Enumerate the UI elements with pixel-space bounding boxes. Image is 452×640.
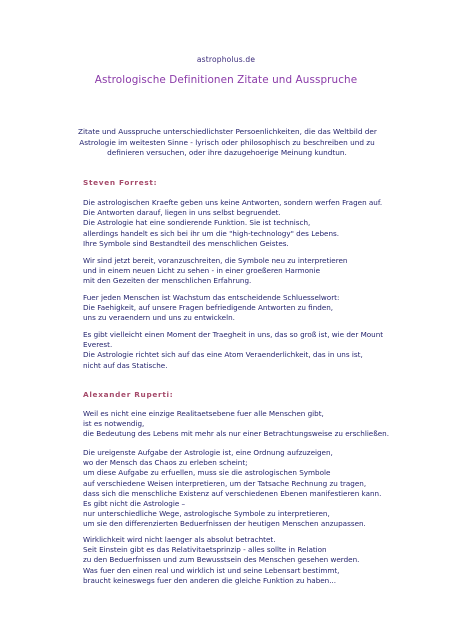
quote-line: Es gibt vielleicht einen Moment der Traegheit in uns, das so groß ist, wie der Mount [83,330,384,339]
quote-line: Seit Einstein gibt es das Relativitaetsprinzip - alles sollte in Relation [83,545,327,555]
quote-line: zu den Beduerfnissen und zum Bewusstsein des Menschen gesehen werden. [83,555,360,565]
quote-line: mit den Gezeiten der menschlichen Erfahrung. [83,276,252,286]
quote-line: und in einem neuen Licht zu sehen - in einer groeßeren Harmonie [83,266,321,276]
intro-line: Astrologie im weitesten Sinne - lyrisch oder philosophisch zu beschreiben und zu [79,137,375,147]
quote-line: nicht auf das Statische. [83,360,168,370]
section-author-heading: Alexander Ruperti: [83,390,174,399]
quote-line: Die Faehigkeit, auf unsere Fragen befriedigende Antworten zu finden, [83,303,334,313]
quote-line: Die Antworten darauf, liegen in uns selbst begruendet. [83,208,281,218]
quote-paragraph [83,293,403,324]
quote-line: Es gibt nicht die Astrologie – [83,499,186,509]
page-title: Astrologische Definitionen Zitate und Ausspruche [94,74,358,86]
quote-line: allerdings handelt es sich bei ihr um die "high-technology" des Lebens. [83,228,340,238]
quote-line: braucht keineswegs fuer den anderen die gleiche Funktion zu haben... [83,575,337,585]
quote-line: Die Astrologie richtet sich auf das eine Atom Veraenderlichkeit, das in uns ist, [83,350,363,360]
site-name: astropholus.de [196,55,256,64]
quote-line: Die astrologischen Kraefte geben uns keine Antworten, sondern werfen Fragen auf. [83,198,383,207]
quote-line: Die Astrologie hat eine sondierende Funktion. Sie ist technisch, [83,218,311,228]
quote-line: um diese Aufgabe zu erfuellen, muss sie die astrologischen Symbole [83,468,331,478]
intro-line: definieren versuchen, oder ihre dazugehoerige Meinung kundtun. [107,148,347,157]
quote-paragraph [83,535,403,586]
quote-line: um sie den differenzierten Beduerfnissen der heutigen Menschen anzupassen. [83,519,366,529]
quote-line: uns zu veraendern und uns zu entwickeln. [83,313,235,323]
intro-paragraph [78,127,376,159]
quote-line: Weil es nicht eine einzige Realitaetsebene fuer alle Menschen gibt, [83,409,324,418]
quote-paragraph [83,409,403,440]
quote-paragraph [83,448,403,530]
quote-line: Was fuer den einen real und wirklich ist und seine Lebensart bestimmt, [83,565,340,575]
quote-line: Wirklichkeit wird nicht laenger als absolut betrachtet. [83,535,276,544]
quote-line: auf verschiedene Weisen interpretieren, um der Tatsache Rechnung zu tragen, [83,478,367,488]
quote-line: Die ureigenste Aufgabe der Astrologie ist, eine Ordnung aufzuzeigen, [83,448,333,457]
quote-line: ist es notwendig, [83,419,145,429]
quote-line: nur unterschiedliche Wege, astrologische Symbole zu interpretieren, [83,509,330,519]
quote-line: die Bedeutung des Lebens mit mehr als nur einer Betrachtungsweise zu erschließen. [83,429,390,439]
intro-line: Zitate und Ausspruche unterschiedlichster Persoenlichkeiten, die das Weltbild der [78,127,377,136]
quote-line: Everest. [83,340,113,350]
quote-line: dass sich die menschliche Existenz auf verschiedenen Ebenen manifestieren kann. [83,488,382,498]
quote-line: Fuer jeden Menschen ist Wachstum das entscheidende Schluesselwort: [83,293,340,302]
quote-line: Ihre Symbole sind Bestandteil des menschlichen Geistes. [83,238,289,248]
quote-paragraph [83,330,403,371]
quote-line: wo der Mensch das Chaos zu erleben scheint; [83,458,248,468]
section-author-heading: Steven Forrest: [83,178,158,187]
quote-paragraph [83,256,403,287]
quote-paragraph [83,198,403,249]
quote-line: Wir sind jetzt bereit, voranzuschreiten, die Symbole neu zu interpretieren [83,256,348,265]
